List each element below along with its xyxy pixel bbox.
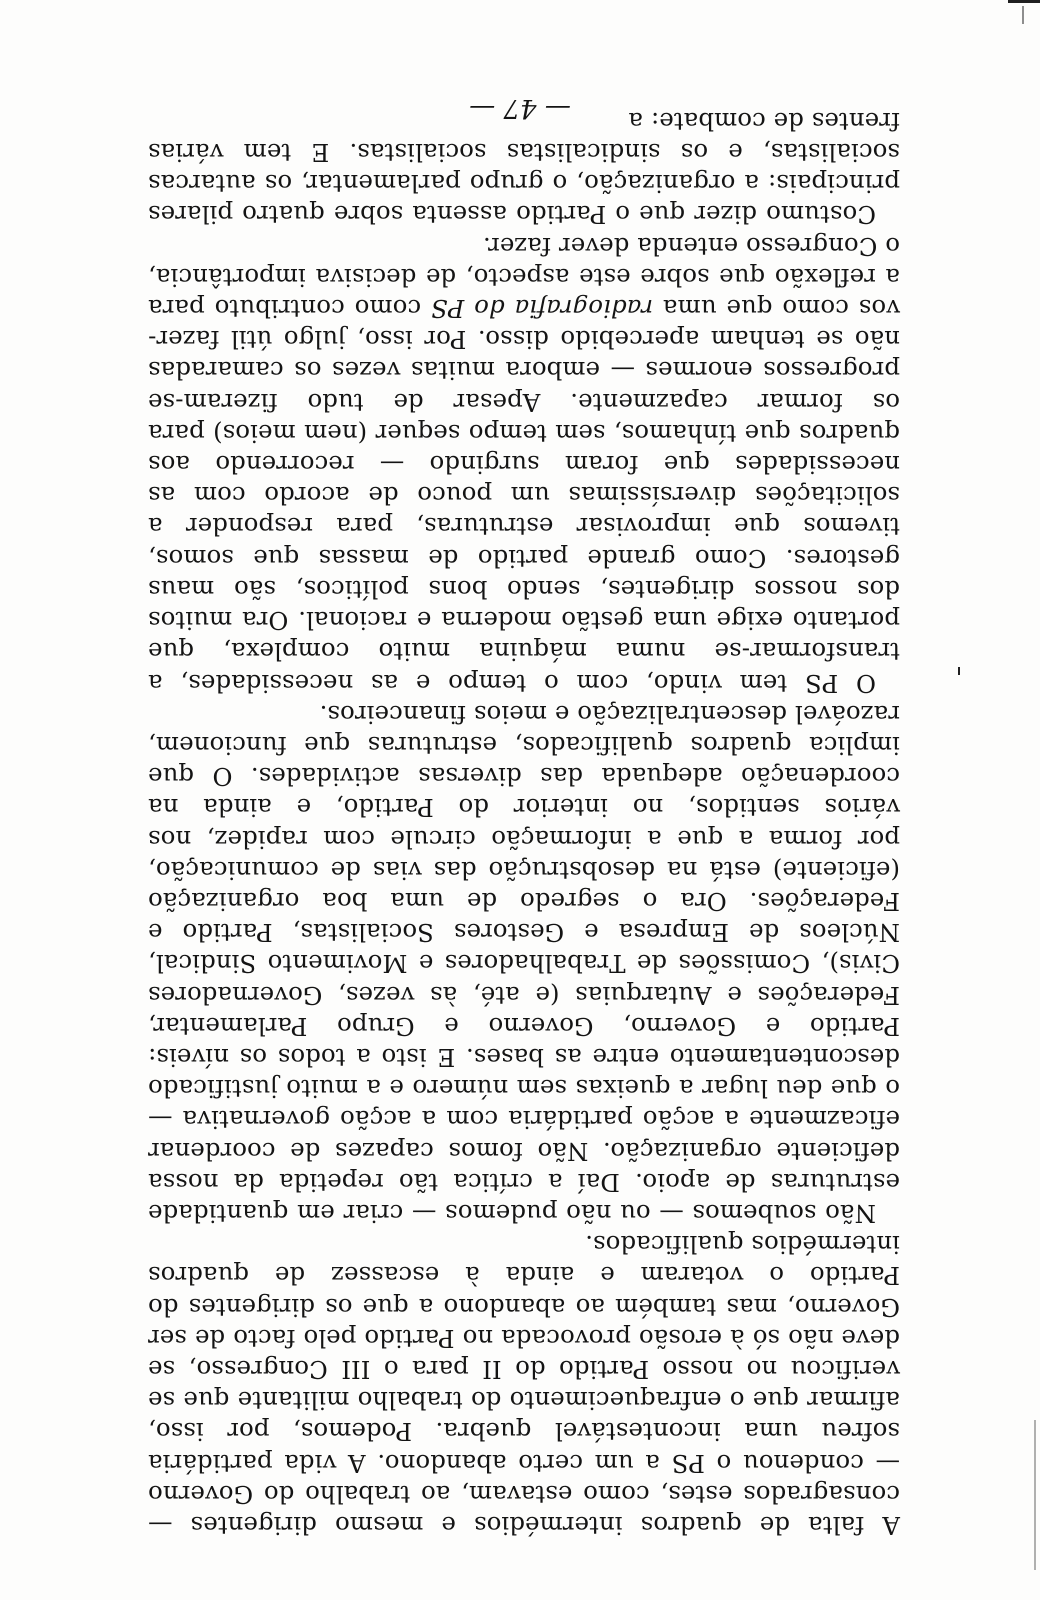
paragraph-maquina-complexa — [148, 230, 900, 698]
paragraph-text: O PS tem vindo, com o tempo e as necessidades, a transformar-se numa máquina muito complexa, que portanto exige uma gestão moderna e racional. Ora muitos dos nossos dirigentes, sendo bons políticos, são maus gestores. Como grande partido de massas que somos, tivemos que improvisar estruturas, para responder a solicitações diversíssimas um pouco de acordo com as necessidades que foram surgindo — recorrendo aos quadros que tínhamos, sem tempo sequer (nem meios) para os formar capazmente. Apesar de tudo fizeram-se progressos enormes — embora muitas vezes os camaradas não se tenham apercebido disso. Por isso, julgo útil fazer-vos como que uma — [148, 294, 900, 698]
body-text — [148, 106, 900, 1541]
paragraph-quadros-intermedios: A falta de quadros intermédios e mesmo dirigentes — consagrados estes, como estavam, ao trabalho do Governo — condenou o PS a um certo abandono. A vida partidária sofreu uma incontestável quebra. Podemos, por isso, afirmar que o enfraquecimento do trabalho militante que se verificou no nosso Partido do II para o III Congresso, se deve não só à erosão provocada no Partido pelo facto de ser Governo, mas também ao abandono a que os dirigentes do Partido o votaram e ainda à escassez de quadros intermédios qualificados. — [148, 1230, 900, 1540]
paragraph-estruturas-de-apoio: Não soubemos — ou não pudemos — criar em quantidade estruturas de apoio. Daí a crítica tão repetida da nossa deficiente organização. Não fomos capazes de coordenar eficazmente a acção partidária com a acção governativa — o que deu lugar a queixas sem número e a muito justificado descontentamento entre as bases. E isto a todos os níveis: Partido e Governo, Governo e Grupo Parlamentar, Federações e Autarquias (e até, às vezes, Governadores Civis), Comissões de Trabalhadores e Movimento Sindical, Núcleos de Empresa e Gestores Socialistas, Partido e Federações. Ora o segredo de uma boa organização (eficiente) está na desobstrução das vias de comunicação, por forma a que a informação circule com rapidez, nos vários sentidos, no interior do Partido, e ainda na coordenação adequada das diversas actividades. O que implica quadros qualificados, estruturas que funcionem, razoável descentralização e meios financeiros. — [148, 699, 900, 1228]
paragraph-text-continued: como contributo para a reflexão que sobre este aspecto, de decisiva importância, o Congresso entenda dever fazer. — [148, 231, 900, 324]
scan-artifact-mark — [1008, 0, 1040, 3]
paragraph-quatro-pilares: Costumo dizer que o Partido assenta sobre quatro pilares principais: a organização, o grupo parlamentar, os autarcas socialistas, e os sindicalistas socialistas. E tem várias frentes de combate: a — [148, 106, 900, 230]
scan-artifact-mark — [1022, 6, 1024, 24]
italic-term: radiografia do PS — [430, 294, 654, 324]
scan-artifact-dot — [958, 667, 960, 675]
page-number: — 47 — — [469, 93, 571, 123]
scan-artifact-edge-line — [1034, 1420, 1036, 1570]
